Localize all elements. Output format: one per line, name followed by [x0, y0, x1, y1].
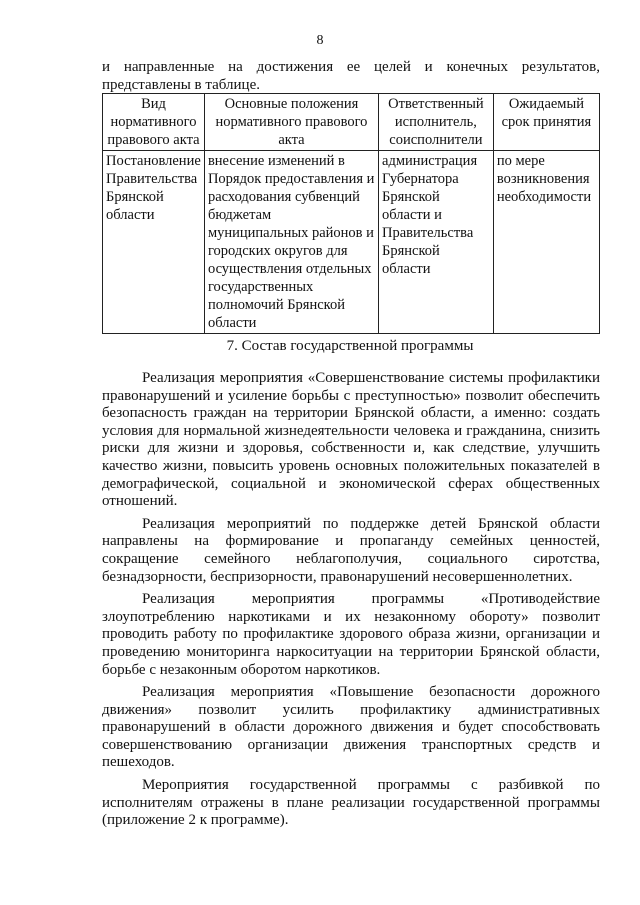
header-act-provisions: Основные положения нормативного правового акта — [204, 94, 378, 151]
body-text — [102, 370, 600, 835]
paragraph: Мероприятия государственной программы с разбивкой по исполнителям отражены в плане реализации государственной программы (приложение 2 к программе). — [102, 777, 600, 829]
cell-deadline: по мере возникновения необходимости — [493, 151, 599, 334]
cell-act-provisions: внесение изменений в Порядок предоставления и расходования субвенций бюджетам муниципальных районов и городских округов для осуществления отдельных государственных полномочий Брянской области — [204, 151, 378, 334]
paragraph: Реализация мероприятия программы «Противодействие злоупотреблению наркотиками и их незаконному обороту» позволит проводить работу по профилактике здорового образа жизни, организации и проведению мониторинга наркоситуации на территории Брянской области, борьбе с незаконным оборотом наркотиков. — [102, 591, 600, 678]
intro-text: и направленные на достижения ее целей и конечных результатов, представлены в таблице. — [102, 59, 600, 93]
section-title: 7. Состав государственной программы — [226, 338, 474, 354]
table-header-row — [103, 94, 600, 151]
table-row — [103, 151, 600, 334]
legal-acts-table — [102, 93, 600, 334]
cell-responsible: администрация Губернатора Брянской области и Правительства Брянской области — [379, 151, 494, 334]
header-responsible: Ответственный исполнитель, соисполнители — [379, 94, 494, 151]
paragraph: Реализация мероприятий по поддержке детей Брянской области направлены на формирование и пропаганду семейных ценностей, сокращение семейного неблагополучия, социального сиротства, безнадзорности, беспризорности, правонарушений несовершеннолетних. — [102, 515, 600, 585]
header-deadline: Ожидаемый срок принятия — [493, 94, 599, 151]
header-act-type: Вид нормативного правового акта — [103, 94, 205, 151]
paragraph: Реализация мероприятия «Совершенствование системы профилактики правонарушений и усиление борьбы с преступностью» позволит обеспечить безопасность граждан на территории Брянской области, а именно: создать условия для нормальной жизнедеятельности человека и гражданина, снизить риски для жизни и здоровья, собственности и, как следствие, улучшить качество жизни, повысить уровень основных положительных показателей в демографической, социальной и экономической сферах общественных отношений. — [102, 370, 600, 510]
page-number: 8 — [316, 33, 324, 48]
cell-act-type: Постановление Правительства Брянской области — [103, 151, 205, 334]
paragraph: Реализация мероприятия «Повышение безопасности дорожного движения» позволит усилить профилактику административных правонарушений в области дорожного движения и будет способствовать совершенствованию организации движения транспортных средств и пешеходов. — [102, 684, 600, 771]
